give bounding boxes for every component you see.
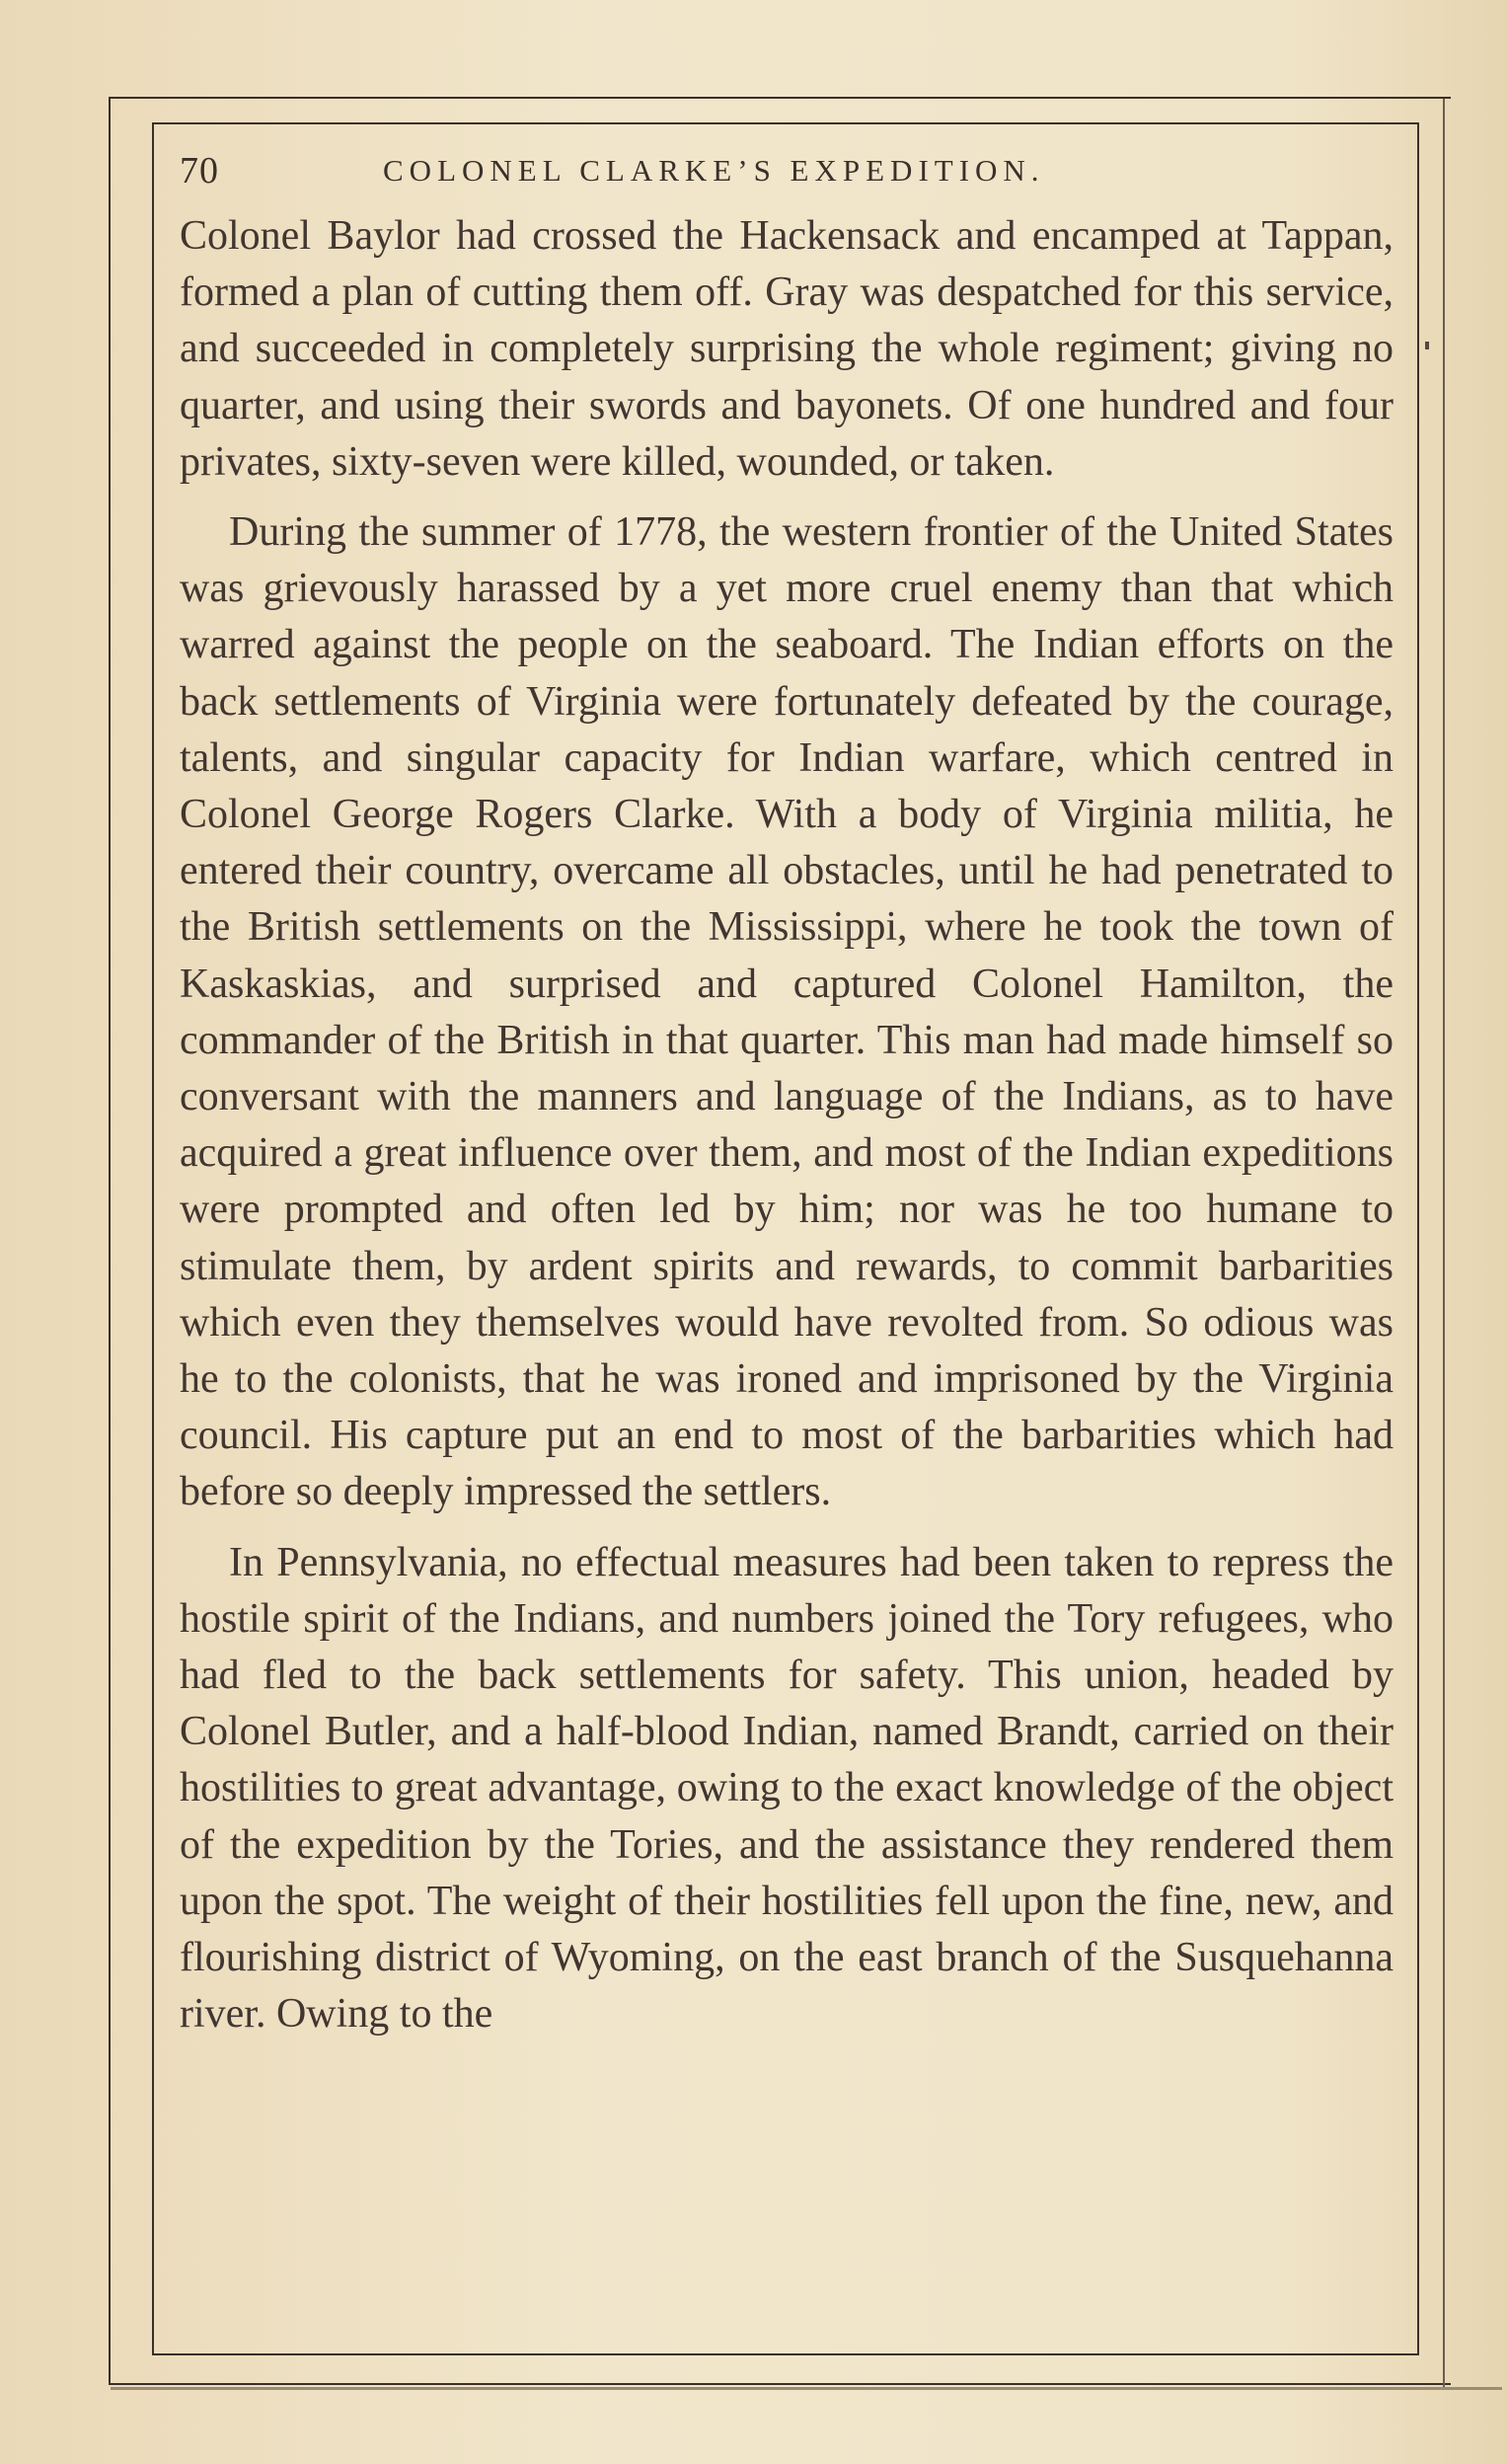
body-text bbox=[180, 208, 1394, 2057]
margin-marks bbox=[1423, 207, 1435, 2359]
outer-border-right-edge bbox=[1443, 99, 1445, 2387]
running-title: COLONEL CLARKE’S EXPEDITION. bbox=[383, 153, 1045, 188]
paragraph-3: In Pennsylvania, no effectual measures had been taken to repress the hostile spirit of the Indians, and numbers joined the Tory refugees, who had fled to the back settlements for safety. This union, headed by Colonel Butler, and a half-blood Indian, named Brandt, carried on their hostilities to great advantage, owing to the exact knowledge of the object of the expedition by the Tories, and the assistance they rendered them upon the spot. The weight of their hostilities fell upon the fine, new, and flourishing district of Wyoming, on the east branch of the Susquehanna river. Owing to the bbox=[180, 1539, 1394, 2038]
paragraph-2: During the summer of 1778, the western frontier of the United States was grievously harassed by a yet more cruel enemy than that which warred against the people on the seaboard. The Indian efforts on the back settlements of Virginia were fortunately defeated by the courage, talents, and singular capacity for Indian warfare, which centred in Colonel George Rogers Clarke. With a body of Virginia militia, he entered their country, overcame all obstacles, until he had penetrated to the British settlements on the Mississippi, where he took the town of Kaskaskias, and surprised and captured Colonel Hamilton, the commander of the British in that quarter. This man had made himself so conversant with the manners and language of the Indians, as to have acquired a great influence over them, and most of the Indian expeditions were prompted and often led by him; nor was he too humane to stimulate them, by ardent spirits and rewards, to commit barbarities which even they themselves would have revolted from. So odious was he to the colonists, that he was ironed and imprisoned by the Virginia council. His capture put an end to most of the barbarities which had before so deeply impressed the settlers. bbox=[180, 509, 1394, 1515]
page-number: 70 bbox=[180, 150, 219, 192]
border-shadow-line bbox=[111, 2387, 1502, 2390]
margin-dot bbox=[1425, 342, 1429, 349]
page-header bbox=[180, 146, 1403, 195]
paragraph-1: Colonel Baylor had crossed the Hackensack and encamped at Tappan, formed a plan of cutting them off. Gray was despatched for this service, and succeeded in completely surprising the whole regiment; giving no quarter, and using their swords and bayonets. Of one hundred and four privates, sixty-seven were killed, wounded, or taken. bbox=[180, 213, 1394, 485]
